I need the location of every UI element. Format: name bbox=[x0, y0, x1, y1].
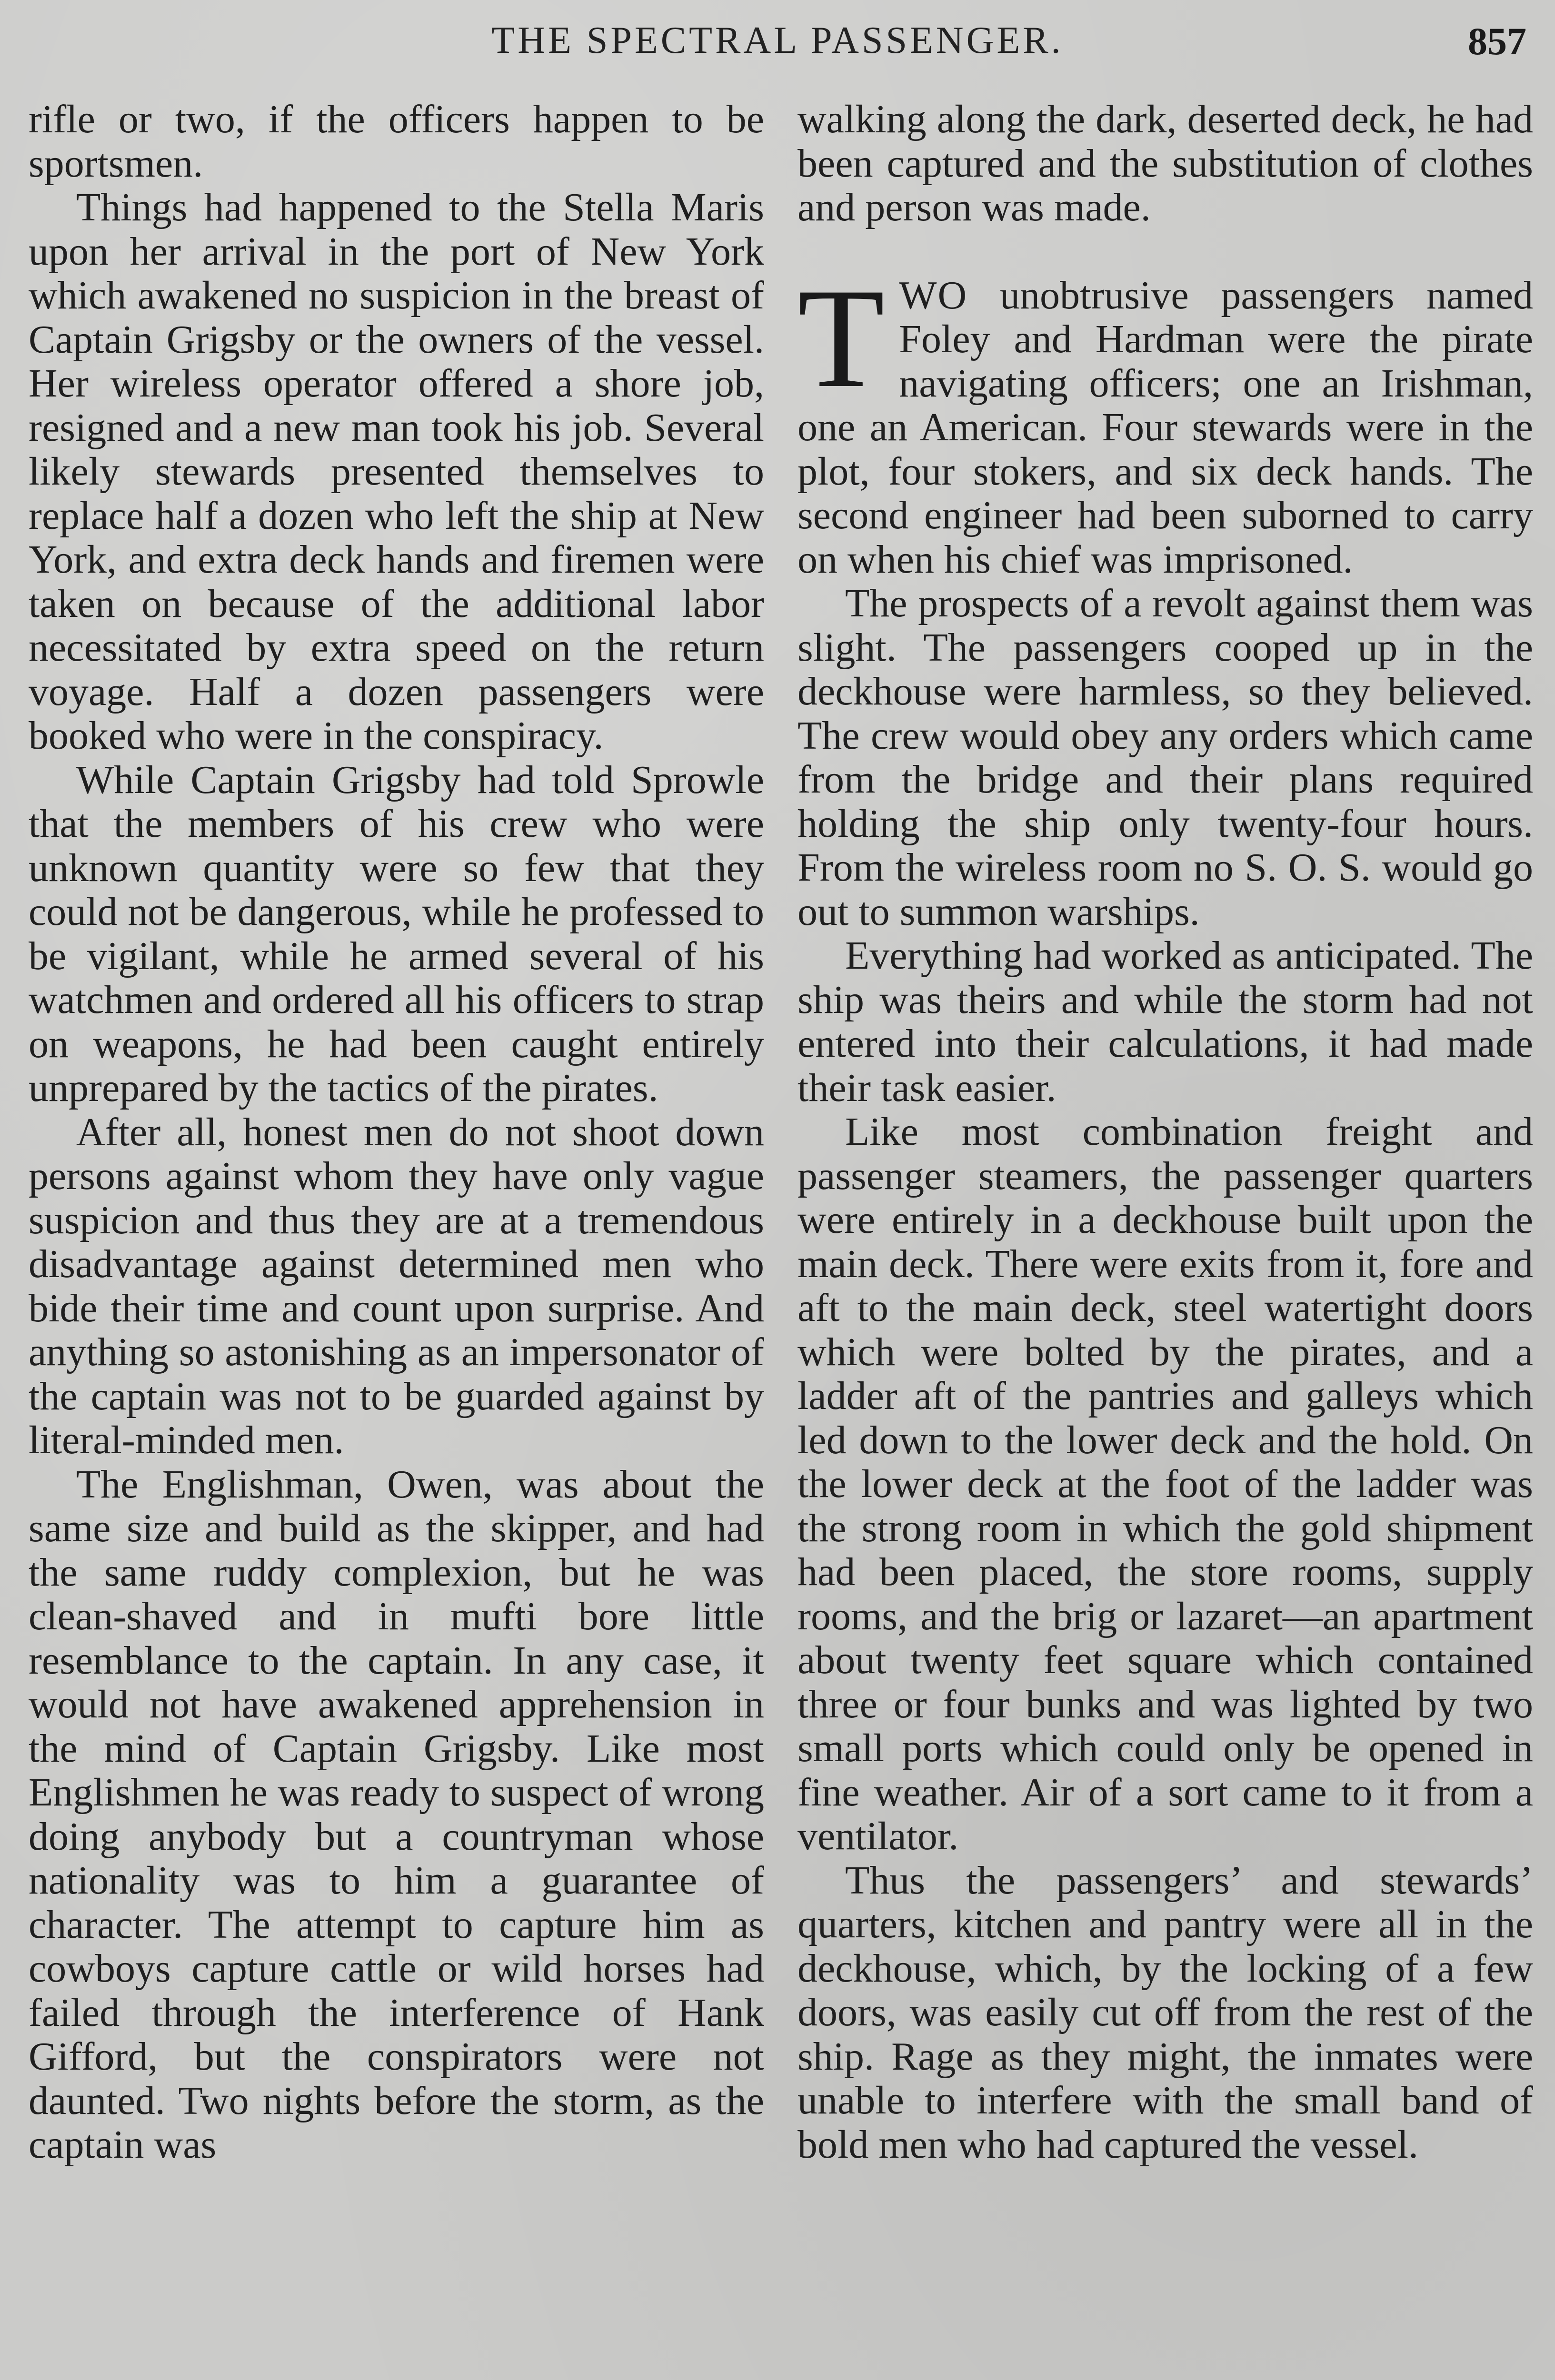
running-header bbox=[29, 14, 1526, 67]
page-number: 857 bbox=[1468, 20, 1526, 63]
drop-cap: T bbox=[797, 258, 885, 417]
right-column bbox=[797, 98, 1533, 2380]
lead-in-text: WO bbox=[899, 273, 968, 317]
paragraph: Thus the passengers’ and stewards’ quarters, kitchen and pantry were all in the deckhouse, which, by the locking of a few doors, was easily cut off from the rest of the ship. Rage as they might, the inmates were unable to interfere with the small band of bold men who had captured the vessel. bbox=[797, 1858, 1533, 2167]
paragraph: While Captain Grigsby had told Sprowle that the members of his crew who were unknown quantity were so few that they could not be dangerous, while he professed to be vigilant, while he armed several of his watchmen and ordered all his officers to strap on weapons, he had been caught entirely unprepared by the tactics of the pirates. bbox=[29, 757, 764, 1110]
paragraph: rifle or two, if the officers happen to be sportsmen. bbox=[29, 97, 764, 186]
paragraph-text: unobtrusive passengers named Foley and Hardman were the pirate navigating officers; one an Irishman, one an American. Four stewards were in the plot, four stokers, and six deck hands. The second engineer had been suborned to carry on when his chief was imprisoned. bbox=[797, 273, 1533, 582]
paragraph: Things had happened to the Stella Maris upon her arrival in the port of New York which awakened no suspicion in the breast of Captain Grigsby or the owners of the vessel. Her wireless operator offered a shore job, resigned and a new man took his job. Several likely stewards presented themselves to replace half a dozen who left the ship at New York, and extra deck hands and firemen were taken on because of the additional labor necessitated by extra speed on the return voyage. Half a dozen passengers were booked who were in the conspiracy. bbox=[29, 185, 764, 758]
paragraph: Like most combination freight and passenger steamers, the passenger quarters were entirely in a deckhouse built upon the main deck. There were exits from it, fore and aft to the main deck, steel watertight doors which were bolted by the pirates, and a ladder aft of the pantries and galleys which led down to the lower deck and the hold. On the lower deck at the foot of the ladder was the strong room in which the gold shipment had been placed, the store rooms, supply rooms, and the brig or lazaret—an apartment about twenty feet square which contained three or four bunks and was lighted by two small ports which could only be opened in fine weather. Air of a sort came to it from a ventilator. bbox=[797, 1110, 1533, 1858]
paragraph: walking along the dark, deserted deck, he had been captured and the substitution of clothes and person was made. bbox=[797, 97, 1533, 229]
section-opening-paragraph bbox=[797, 258, 1533, 582]
paragraph: After all, honest men do not shoot down persons against whom they have only vague suspicion and thus they are at a tremendous disadvantage against determined men who bide their time and count upon surprise. And anything so astonishing as an impersonator of the captain was not to be guarded against by literal-minded men. bbox=[29, 1110, 764, 1462]
running-title: THE SPECTRAL PASSENGER. bbox=[491, 20, 1064, 61]
paragraph: Everything had worked as anticipated. The ship was theirs and while the storm had not entered into their calculations, it had made their task easier. bbox=[797, 933, 1533, 1110]
paragraph: The Englishman, Owen, was about the same size and build as the skipper, and had the same ruddy complexion, but he was clean-shaved and in mufti bore little resemblance to the captain. In any case, it would not have awakened apprehension in the mind of Captain Grigsby. Like most Englishmen he was ready to suspect of wrong doing anybody but a countryman whose nationality was to him a guarantee of character. The attempt to capture him as cowboys capture cattle or wild horses had failed through the interference of Hank Gifford, but the conspirators were not daunted. Two nights before the storm, as the captain was bbox=[29, 1462, 764, 2167]
left-column bbox=[29, 98, 764, 2380]
paragraph: The prospects of a revolt against them was slight. The passengers cooped up in the deckhouse were harmless, so they believed. The crew would obey any orders which came from the bridge and their plans required holding the ship only twenty-four hours. From the wireless room no S. O. S. would go out to summon warships. bbox=[797, 581, 1533, 934]
